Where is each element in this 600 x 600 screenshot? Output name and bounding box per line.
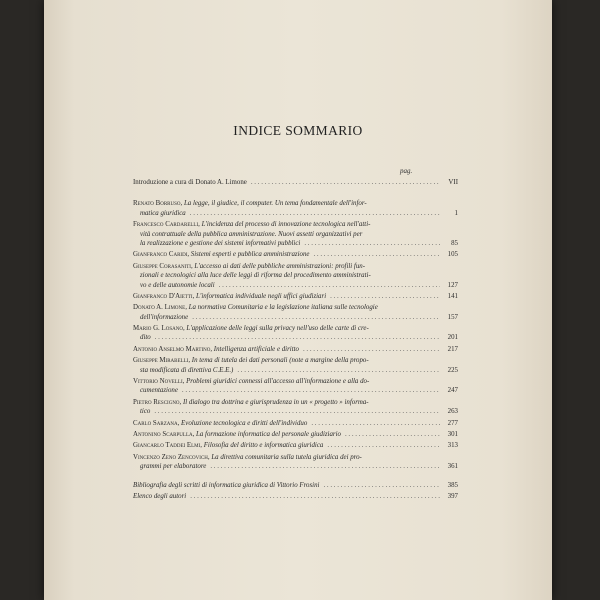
toc-author: Carlo Sarzana	[133, 419, 178, 427]
toc-title-line: , La normativa Comunitaria e la legislazione italiana sulle tecnologie	[185, 304, 378, 312]
dot-leader	[303, 345, 440, 354]
dot-leader	[251, 178, 440, 187]
toc-author: Giuseppe Mirabelli	[133, 357, 189, 365]
toc-entry	[133, 453, 458, 472]
toc-title-line: Elenco degli autori	[133, 492, 187, 500]
toc-title-line: , L'informatica individuale negli uffici giudiziari	[192, 292, 327, 300]
toc-author: Gianfranco Caridi	[133, 251, 188, 259]
toc-page-number: 141	[447, 292, 458, 300]
toc-page-number: 385	[447, 481, 458, 489]
dot-leader	[219, 281, 440, 290]
toc-entry	[133, 377, 458, 396]
toc-entry	[133, 220, 458, 248]
toc-author: Renato Borruso	[133, 200, 181, 208]
pag-label: pag.	[400, 167, 413, 175]
toc-title-line: , La direttiva comunitaria sulla tutela giuridica dei pro-	[207, 453, 362, 461]
toc-title-line: , L'incidenza del processo di innovazione tecnologica nell'atti-	[198, 221, 371, 229]
toc-author: Gianfranco D'Aietti	[133, 292, 193, 300]
toc-title-line: dito	[140, 334, 151, 342]
dot-leader	[154, 407, 440, 416]
toc-author: Antonino Scarpulla	[133, 430, 193, 438]
toc-page-number: VII	[448, 179, 458, 186]
toc-entry	[133, 419, 458, 428]
dot-leader	[190, 209, 440, 218]
dot-leader	[323, 481, 440, 490]
toc-page-number: 361	[447, 463, 458, 471]
toc-title-line: , Sistemi esperti e pubblica amministrazione	[187, 251, 310, 259]
toc-page-number: 1	[454, 209, 458, 217]
toc-page-number: 217	[447, 345, 458, 353]
dot-leader	[330, 292, 440, 301]
toc-title-line: tico	[140, 408, 151, 416]
toc-page-number: 313	[447, 442, 458, 450]
toc-title-line: , L'accesso ai dati delle pubbliche amministrazioni: profili fun-	[190, 262, 366, 270]
dot-leader	[313, 250, 440, 259]
page-title: INDICE SOMMARIO	[233, 123, 363, 138]
toc-entry	[133, 178, 458, 187]
toc-title-line: cumentazione	[140, 387, 178, 395]
toc-page-number: 247	[447, 387, 458, 395]
toc-author: Antonio Anselmo Martino	[133, 345, 211, 353]
dot-leader	[311, 419, 440, 428]
toc-page-number: 397	[447, 492, 458, 500]
toc-entry	[133, 262, 458, 290]
dot-leader	[192, 313, 440, 322]
toc-entry	[133, 398, 458, 417]
dot-leader	[345, 430, 440, 439]
toc-title-line: sta modificata di direttiva C.E.E.)	[140, 366, 234, 374]
toc-entry	[133, 199, 458, 218]
toc-title-line: Introduzione a cura di Donato A. Limone	[133, 179, 247, 186]
toc-title-line: , Filosofia del diritto e informatica giuridica	[200, 442, 324, 450]
toc-title-line: matica giuridica	[140, 209, 186, 217]
toc-author: Francesco Cardarelli	[133, 221, 199, 229]
toc-entry	[133, 441, 458, 450]
toc-page-number: 201	[447, 334, 458, 342]
toc-title-line: , In tema di tutela dei dati personali (note a margine della propo-	[188, 357, 369, 365]
toc-author: Donato A. Limone	[133, 304, 186, 312]
dot-leader	[155, 333, 440, 342]
toc-author: Vincenzo Zeno Zencovich	[133, 453, 208, 461]
toc-author: Pietro Rescigno	[133, 398, 180, 406]
toc-page-number: 127	[447, 281, 458, 289]
toc-author: Giuseppe Corasaniti	[133, 262, 191, 270]
toc-page-number: 263	[447, 408, 458, 416]
toc-entry	[133, 292, 458, 301]
toc-page-number: 277	[447, 419, 458, 427]
toc-entry	[133, 492, 458, 501]
toc-entry	[133, 303, 458, 322]
toc-title-line: zionali e tecnologici alla luce delle leggi di riforma del procedimento amministrati-	[140, 272, 371, 280]
toc-author: Vittorio Novelli	[133, 378, 183, 386]
dot-leader	[182, 386, 440, 395]
toc-title-line: vità contrattuale della pubblica amministrazione. Nuovi assetti organizzativi per	[140, 230, 363, 238]
toc-page-number: 301	[447, 430, 458, 438]
toc-title-line: , Intelligenza artificiale e diritto	[210, 345, 299, 353]
dot-leader	[327, 441, 440, 450]
toc-title-line: Bibliografia degli scritti di informatica giuridica di Vittorio Frosini	[133, 481, 320, 489]
dot-leader	[190, 492, 440, 501]
toc-title-line: , L'applicazione delle leggi sulla privacy nell'uso delle carte di cre-	[182, 325, 369, 333]
toc-title-line: , La legge, il giudice, il computer. Un tema fondamentale dell'infor-	[180, 200, 367, 208]
book-page	[44, 0, 552, 600]
toc-title-line: , Evoluzione tecnologica e diritti dell'individuo	[177, 419, 308, 427]
toc-entry	[133, 430, 458, 439]
toc-title-line: dell'informazione	[140, 313, 189, 321]
toc-title-line: la realizzazione e gestione dei sistemi informativi pubblici	[140, 239, 301, 247]
toc-page-number: 105	[447, 251, 458, 259]
toc-page-number: 85	[451, 239, 458, 247]
dot-leader	[237, 366, 440, 375]
table-of-contents	[133, 178, 458, 501]
toc-title-line: , La formazione informatica del personale giudiziario	[192, 430, 341, 438]
toc-author: Mario G. Losano	[133, 325, 183, 333]
toc-entry	[133, 345, 458, 354]
toc-author: Giancarlo Taddei Elmi	[133, 442, 201, 450]
toc-page-number: 225	[447, 366, 458, 374]
toc-entry	[133, 250, 458, 259]
dot-leader	[210, 462, 440, 471]
toc-entry	[133, 481, 458, 490]
toc-title-line: , Il dialogo tra dottrina e giurisprudenza in un « progetto » informa-	[179, 398, 369, 406]
toc-entry	[133, 324, 458, 343]
toc-title-line: vo e delle autonomie locali	[140, 281, 215, 289]
toc-title-line: grammi per elaboratore	[140, 463, 207, 471]
toc-title-line: , Problemi giuridici connessi all'accesso all'informazione e alla do-	[182, 378, 370, 386]
dot-leader	[304, 239, 440, 248]
toc-page-number: 157	[447, 313, 458, 321]
toc-entry	[133, 356, 458, 375]
